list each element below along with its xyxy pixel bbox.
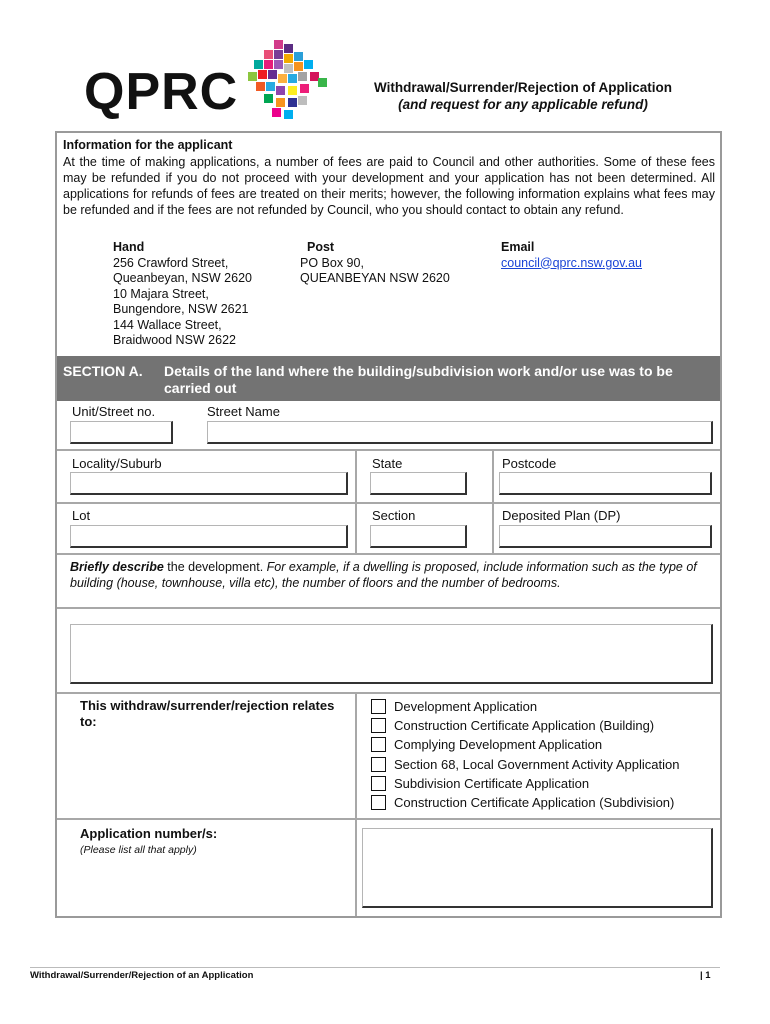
option-cc-building[interactable] (371, 718, 654, 736)
dp-input[interactable] (499, 525, 712, 548)
section-input[interactable] (370, 525, 467, 548)
checkbox[interactable] (371, 737, 386, 752)
option-development-application[interactable] (371, 699, 537, 717)
info-heading: Information for the applicant (63, 138, 233, 152)
divider (355, 693, 357, 916)
hand-line: 144 Wallace Street, (113, 317, 222, 332)
section-a-label: SECTION A. (63, 363, 143, 379)
option-section-68[interactable] (371, 757, 679, 775)
option-label: Construction Certificate Application (Subdivision) (394, 795, 675, 810)
hand-line: 256 Crawford Street, (113, 255, 229, 270)
description-textarea[interactable] (70, 624, 713, 684)
form-title: Withdrawal/Surrender/Rejection of Application (374, 80, 672, 95)
footer-title: Withdrawal/Surrender/Rejection of an Application (30, 970, 254, 981)
locality-label: Locality/Suburb (72, 456, 162, 471)
divider (355, 450, 357, 553)
checkbox[interactable] (371, 795, 386, 810)
unit-label: Unit/Street no. (72, 404, 156, 419)
qprc-logo: QPRC (84, 63, 239, 121)
divider (492, 450, 494, 553)
option-label: Development Application (394, 699, 538, 714)
application-number-hint: (Please list all that apply) (80, 844, 197, 856)
info-body: At the time of making applications, a number of fees are paid to Council and other authorities. Some of these fees may be refunded if you do not proceed with your development and your application has not been determined. All applications for refunds of fees are treated on their merits; however, the following information explains what fees may be refunded and if the fees are not refunded by Council, who you should contact to obtain any refund. (63, 155, 715, 217)
postcode-input[interactable] (499, 472, 712, 495)
contact-post (300, 240, 450, 287)
option-label: Construction Certificate Application (Building) (394, 718, 655, 733)
form-subtitle: (and request for any applicable refund) (398, 97, 648, 112)
page-number: | 1 (700, 970, 711, 981)
divider (57, 607, 720, 609)
hand-line: Bungendore, NSW 2621 (113, 302, 249, 316)
contact-email (501, 240, 642, 271)
hand-line: Queanbeyan, NSW 2620 (113, 271, 252, 285)
street-input[interactable] (207, 421, 713, 444)
lot-label: Lot (72, 508, 91, 523)
post-heading: Post (307, 240, 335, 254)
option-subdivision-certificate[interactable] (371, 776, 589, 794)
locality-input[interactable] (70, 472, 348, 495)
street-label: Street Name (207, 404, 280, 419)
checkbox[interactable] (371, 699, 386, 714)
hand-line: 10 Majara Street, (113, 286, 209, 301)
divider (57, 502, 720, 504)
application-number-label: Application number/s: (80, 826, 218, 841)
option-cc-subdivision[interactable] (371, 795, 674, 813)
contact-hand (113, 240, 252, 349)
section-label: Section (372, 508, 416, 523)
hand-line: Braidwood NSW 2622 (113, 333, 236, 347)
divider (57, 449, 720, 451)
dp-label: Deposited Plan (DP) (502, 508, 621, 523)
postcode-label: Postcode (502, 456, 557, 471)
option-complying-development[interactable] (371, 737, 602, 755)
describe-instructions (70, 559, 710, 591)
option-label: Subdivision Certificate Application (394, 776, 590, 791)
checkbox[interactable] (371, 757, 386, 772)
hand-heading: Hand (113, 240, 145, 254)
section-a-header (57, 356, 720, 401)
unit-input[interactable] (70, 421, 173, 444)
option-label: Complying Development Application (394, 737, 603, 752)
describe-italic: For example, if a dwelling is proposed, include information such as the type of building (house, townhouse, villa etc), the number of floors and the number of bedrooms. (70, 560, 697, 590)
divider (57, 553, 720, 555)
option-label: Section 68, Local Government Activity Application (394, 757, 680, 772)
lot-input[interactable] (70, 525, 348, 548)
checkbox[interactable] (371, 718, 386, 733)
divider (57, 692, 720, 694)
describe-bold: Briefly describe (70, 560, 164, 574)
state-input[interactable] (370, 472, 467, 495)
relates-to-label: This withdraw/surrender/rejection relates to: (80, 698, 335, 729)
state-label: State (372, 456, 403, 471)
post-line: PO Box 90, (300, 255, 364, 270)
email-heading: Email (501, 240, 535, 254)
describe-normal: the development. (163, 560, 267, 574)
logo-mosaic-icon (248, 40, 328, 122)
divider (57, 818, 720, 820)
email-link[interactable]: council@qprc.nsw.gov.au (501, 255, 643, 270)
section-a-title: Details of the land where the building/subdivision work and/or use was to be carried out (164, 363, 673, 396)
post-line: QUEANBEYAN NSW 2620 (300, 271, 450, 285)
footer-divider (30, 967, 720, 968)
checkbox[interactable] (371, 776, 386, 791)
application-number-input[interactable] (362, 828, 713, 908)
